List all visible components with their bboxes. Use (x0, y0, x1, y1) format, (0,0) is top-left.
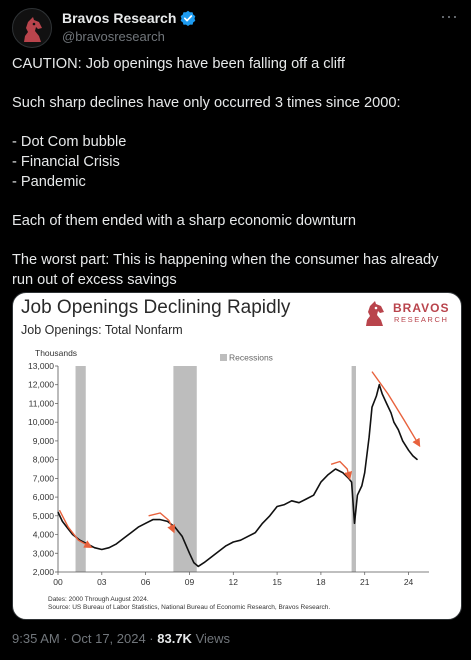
data-point (189, 553, 190, 554)
data-point (376, 395, 377, 396)
logo-text: BRAVOS (393, 301, 450, 315)
data-point (364, 472, 365, 473)
series-line-job-openings (58, 385, 417, 567)
legend-swatch-recessions (220, 354, 227, 361)
x-tick-label: 03 (97, 577, 107, 587)
data-point (299, 502, 300, 503)
data-point (391, 412, 392, 413)
y-tick-label: 10,000 (28, 417, 54, 428)
data-point (412, 455, 413, 456)
paragraph-gap (12, 231, 459, 251)
bravos-logo (361, 297, 453, 331)
data-point (225, 545, 226, 546)
data-point (402, 440, 403, 441)
recession-band (352, 366, 356, 572)
views-label: Views (191, 631, 231, 646)
data-point (204, 562, 205, 563)
data-point (109, 547, 110, 548)
tweet-metadata (12, 631, 230, 646)
x-tick-label: 12 (228, 577, 239, 587)
data-point (354, 523, 355, 524)
avatar[interactable] (12, 8, 52, 48)
x-tick-label: 00 (53, 577, 63, 587)
tweet-text-line: The worst part: This is happening when the consumer has already run out of excess savings (12, 251, 439, 288)
data-point (386, 403, 387, 404)
data-point (182, 536, 183, 537)
data-point (66, 527, 67, 528)
data-point (58, 512, 59, 513)
tweet-text-line: Each of them ended with a sharp economic downturn (12, 212, 356, 229)
red-arrow-2022-2024-decline (372, 372, 419, 445)
x-tick-label: 06 (140, 577, 151, 587)
data-point (284, 504, 285, 505)
y-tick-label: 3,000 (32, 548, 54, 559)
y-tick-label: 2,000 (32, 567, 54, 577)
data-point (174, 527, 175, 528)
data-point (152, 519, 153, 520)
legend-label-recessions: Recessions (229, 352, 273, 363)
tweet-text-line: - Financial Crisis (12, 153, 120, 170)
data-point (193, 562, 194, 563)
data-point (382, 394, 383, 395)
data-point (408, 450, 409, 451)
y-tick-label: 6,000 (32, 492, 54, 503)
data-point (291, 500, 292, 501)
data-point (240, 540, 241, 541)
tweet-text (12, 55, 459, 290)
y-tick-label: 12,000 (28, 379, 54, 390)
data-point (328, 474, 329, 475)
y-tick-label: 11,000 (28, 398, 54, 409)
tweet-header (12, 8, 459, 48)
data-point (351, 482, 352, 483)
data-point (269, 515, 270, 516)
x-tick-label: 21 (359, 577, 370, 587)
bravos-knight-logo-icon (19, 14, 47, 44)
author-handle[interactable]: @bravosresearch (62, 29, 165, 44)
tweet-text-line: Such sharp declines have only occurred 3 times since 2000: (12, 95, 401, 112)
chart-subtitle: Job Openings: Total Nonfarm (21, 323, 183, 337)
data-point (357, 495, 358, 496)
paragraph-gap (12, 192, 459, 212)
logo-subtext: RESEARCH (394, 315, 449, 324)
data-point (348, 478, 349, 479)
y-tick-label: 13,000 (28, 361, 54, 371)
x-tick-label: 18 (316, 577, 326, 587)
tweet-text-line: CAUTION: Job openings have been falling off a cliff (12, 56, 345, 72)
author-display-name[interactable]: Bravos Research (62, 10, 177, 26)
y-tick-label: 4,000 (32, 529, 54, 540)
data-point (167, 521, 168, 522)
data-point (218, 551, 219, 552)
data-point (379, 384, 380, 385)
data-point (94, 547, 95, 548)
y-axis-label: Thousands (35, 348, 78, 358)
views-count: 83.7K (157, 631, 192, 646)
footnote-dates: Dates: 2000 Through August 2024. (48, 596, 149, 603)
data-point (342, 472, 343, 473)
job-openings-chart (13, 293, 462, 620)
data-point (211, 557, 212, 558)
tweet-text-line: - Dot Com bubble (12, 134, 127, 151)
data-point (138, 527, 139, 528)
chart-image-card[interactable] (12, 292, 462, 620)
data-point (123, 538, 124, 539)
data-point (335, 469, 336, 470)
y-tick-label: 5,000 (32, 510, 54, 521)
y-tick-label: 8,000 (32, 454, 54, 465)
data-point (320, 482, 321, 483)
data-point (247, 536, 248, 537)
footnote-source: Source: US Bureau of Labor Statistics, National Bureau of Economic Research, Bravos Research. (48, 604, 331, 611)
paragraph-gap (12, 114, 459, 134)
data-point (393, 422, 394, 423)
more-options-icon[interactable]: ··· (440, 6, 458, 26)
data-point (417, 459, 418, 460)
data-point (160, 519, 161, 520)
x-tick-label: 09 (184, 577, 195, 587)
y-tick-label: 7,000 (32, 473, 54, 484)
x-tick-label: 24 (403, 577, 414, 587)
data-point (62, 521, 63, 522)
x-tick-label: 15 (272, 577, 282, 587)
data-point (306, 498, 307, 499)
data-point (372, 407, 373, 408)
data-point (398, 429, 399, 430)
paragraph-gap (12, 75, 459, 95)
data-point (369, 437, 370, 438)
bravos-knight-logo-icon (361, 297, 389, 329)
data-point (255, 532, 256, 533)
data-point (116, 543, 117, 544)
data-point (198, 566, 199, 567)
tweet-text-line: - Pandemic (12, 173, 86, 190)
chart-title: Job Openings Declining Rapidly (21, 297, 291, 318)
y-tick-label: 9,000 (32, 435, 54, 446)
data-point (101, 549, 102, 550)
data-point (233, 542, 234, 543)
verified-badge-icon (180, 10, 196, 26)
data-point (262, 523, 263, 524)
data-point (277, 506, 278, 507)
data-point (145, 523, 146, 524)
data-point (361, 485, 362, 486)
data-point (313, 495, 314, 496)
data-point (131, 532, 132, 533)
tweet-timestamp[interactable]: 9:35 AM · Oct 17, 2024 · (12, 631, 158, 646)
red-arrow-financial-crisis-decline (149, 513, 174, 531)
